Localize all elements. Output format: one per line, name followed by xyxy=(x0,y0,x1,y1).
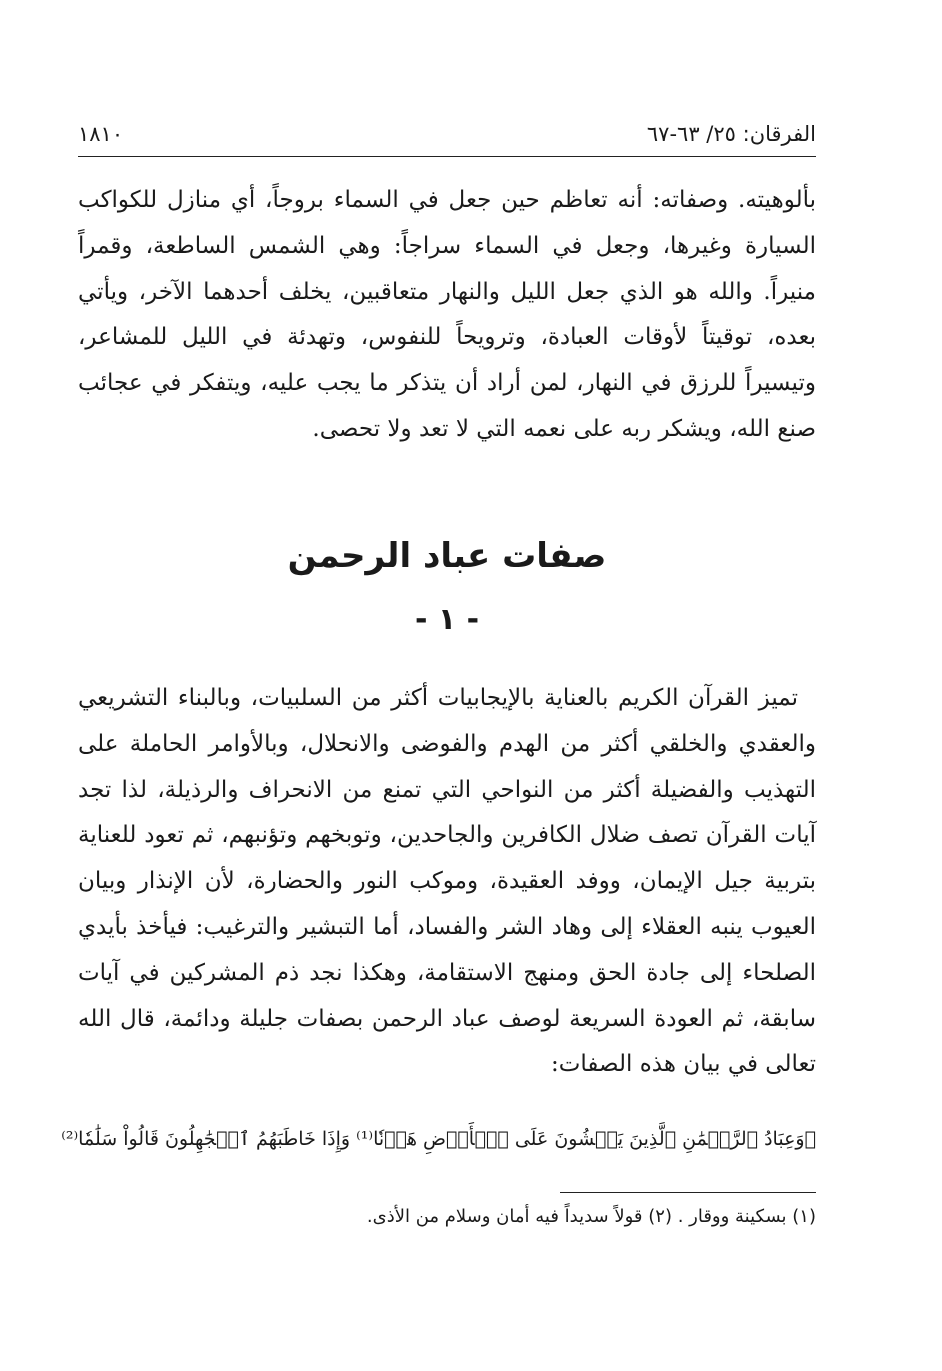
page-header xyxy=(78,118,816,157)
footnote-separator xyxy=(560,1192,816,1193)
body-paragraph: تميز القرآن الكريم بالعناية بالإيجابيات أكثر من السلبيات، وبالبناء التشريعي والعقدي والخلقي أكثر من الهدم والفوضى والانحلال، وبالأوامر الحاملة على التهذيب والفضيلة أكثر من النواحي التي تمنع من الانحراف والرذيلة، لذا تجد آيات القرآن تصف ضلال الكافرين والجاحدين، وتوبخهم وتؤنبهم، ثم تعود للعناية بتربية جيل الإيمان، ووفد العقيدة، وموكب النور والحضارة، لأن الإنذار وبيان العيوب ينبه العقلاء إلى وهاد الشر والفساد، أما التبشير والترغيب: فيأخذ بأيدي الصلحاء إلى جادة الحق ومنهج الاستقامة، وهكذا نجد ذم المشركين في آيات سابقة، ثم العودة السريعة لوصف عباد الرحمن بصفات جليلة ودائمة، قال الله تعالى في بيان هذه الصفات: xyxy=(78,685,816,1078)
section-number: - ١ - xyxy=(414,602,480,637)
running-title: الفرقان: ٢٥/ ٦٣-٦٧ xyxy=(646,122,816,146)
section-heading: صفات عباد الرحمن xyxy=(287,536,607,576)
footnotes: (١) بسكينة ووقار . (٢) قولاً سديداً فيه أمان وسلام من الأذى. xyxy=(366,1206,816,1227)
body-paragraph: بألوهيته. وصفاته: أنه تعاظم حين جعل في السماء بروجاً، أي منازل للكواكب السيارة وغيرها، وجعل في السماء سراجاً: وهي الشمس الساطعة، وقمراً منيراً. والله هو الذي جعل الليل والنهار متعاقبين، يخلف أحدهما الآخر، ويأتي بعده، توقيتاً لأوقات العبادة، وترويحاً للنفوس، وتهدئة في الليل للمشاعر، وتيسيراً للرزق في النهار، لمن أراد أن يتذكر ما يجب عليه، ويتفكر في عجائب صنع الله، ويشكر ربه على نعمه التي لا تعد ولا تحصى. xyxy=(78,187,816,442)
quran-verse: ﴿وَعِبَادُ ٱلرَّحۡمَٰنِ ٱلَّذِينَ يَمۡشُونَ عَلَى ٱلۡأَرۡضِ هَوۡنٗا⁽¹⁾ وَإِذَا خَاطَبَهُمُ ٱلۡجَٰهِلُونَ قَالُواْ سَلَٰمٗا⁽²⁾ xyxy=(61,1128,816,1150)
page-number: ١٨١٠ xyxy=(78,122,124,146)
